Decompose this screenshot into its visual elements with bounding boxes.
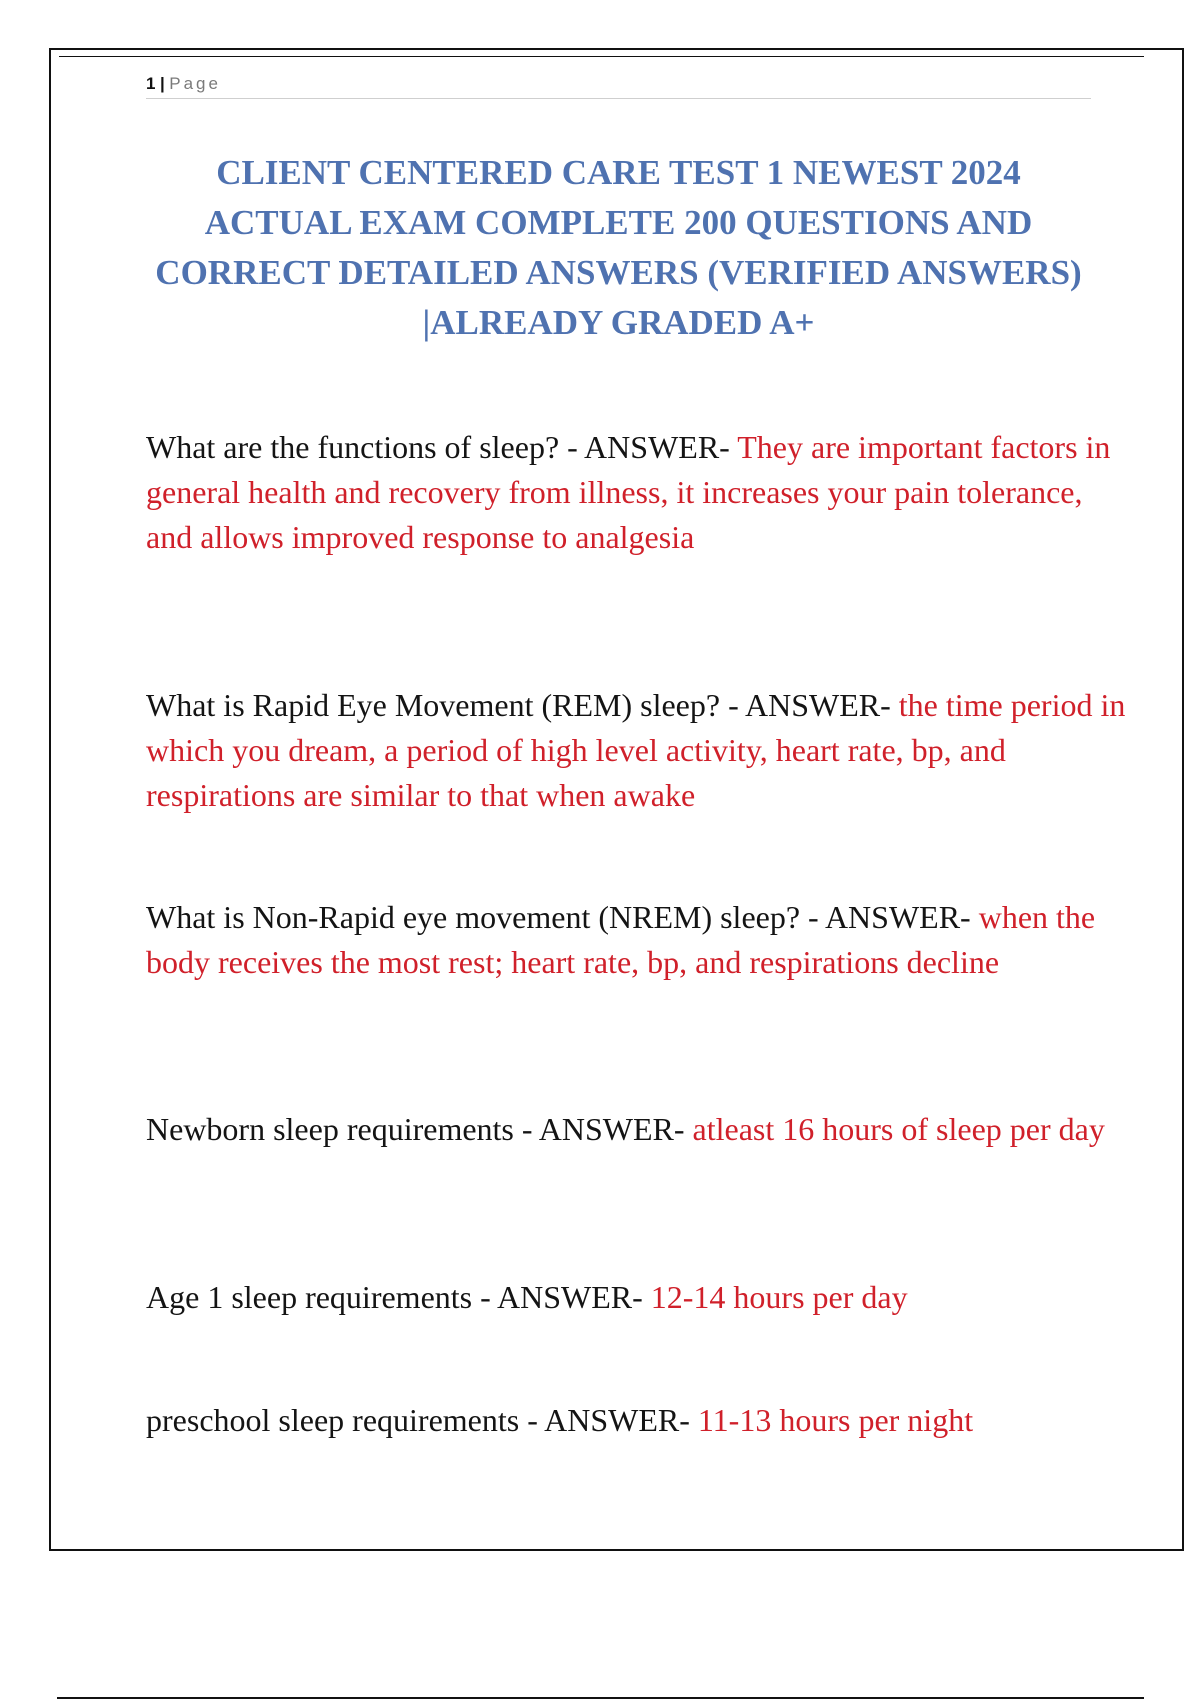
answer-text: atleast 16 hours of sleep per day [692, 1111, 1105, 1147]
question-text: What are the functions of sleep? - ANSWER- [146, 429, 730, 465]
page-frame [49, 48, 1184, 1551]
answer-text: 11-13 hours per night [697, 1402, 974, 1438]
qa-item [146, 425, 1136, 560]
next-page-top-rule [57, 1697, 1144, 1699]
answer-text: 12-14 hours per day [650, 1279, 908, 1315]
frame-top-rule [59, 56, 1144, 57]
qa-item [146, 895, 1136, 985]
page-separator: | [159, 74, 166, 93]
page-header [146, 74, 1091, 99]
document-title: CLIENT CENTERED CARE TEST 1 NEWEST 2024 ACTUAL EXAM COMPLETE 200 QUESTIONS AND CORRECT DETAILED ANSWERS (VERIFIED ANSWERS) |ALREADY GRADED A+ [155, 153, 1082, 342]
question-text: Newborn sleep requirements - ANSWER- [146, 1111, 685, 1147]
qa-item [146, 683, 1136, 818]
question-text: preschool sleep requirements - ANSWER- [146, 1402, 690, 1438]
page-label: Page [169, 74, 221, 93]
question-text: What is Rapid Eye Movement (REM) sleep? - ANSWER- [146, 687, 891, 723]
page-number: 1 [146, 74, 156, 93]
qa-item [146, 1107, 1136, 1152]
answer-text: when the body receives the most rest; heart rate, bp, and respirations decline [146, 899, 1096, 980]
question-text: What is Non-Rapid eye movement (NREM) sleep? - ANSWER- [146, 899, 971, 935]
answer-text: the time period in which you dream, a period of high level activity, heart rate, bp, and respirations are similar to that when awake [146, 687, 1126, 813]
answer-text: They are important factors in general health and recovery from illness, it increases your pain tolerance, and allows improved response to analgesia [146, 429, 1111, 555]
qa-item [146, 1275, 1136, 1320]
question-text: Age 1 sleep requirements - ANSWER- [146, 1279, 643, 1315]
qa-item [146, 1398, 1136, 1443]
